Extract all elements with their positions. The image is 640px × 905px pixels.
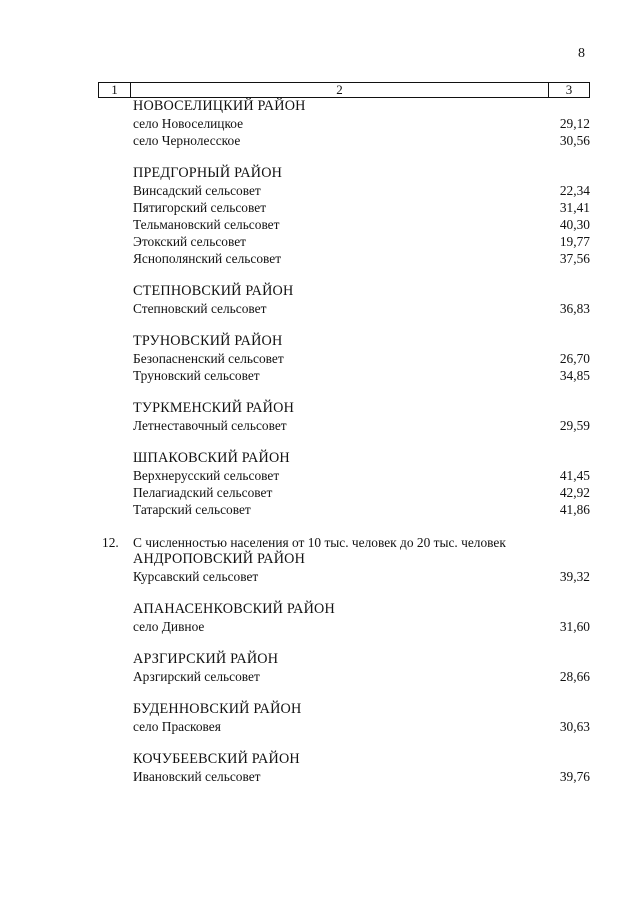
- district-block: [0, 601, 640, 635]
- district-title: АНДРОПОВСКИЙ РАЙОН: [133, 551, 306, 567]
- settlement-value: 42,92: [559, 485, 590, 500]
- district-block: [0, 400, 640, 434]
- settlement-name: Курсавский сельсовет: [133, 569, 259, 584]
- table-header-col2: 2: [131, 83, 549, 97]
- table-row: [0, 250, 640, 267]
- settlement-value: 36,83: [559, 301, 590, 316]
- district-title: СТЕПНОВСКИЙ РАЙОН: [133, 283, 294, 299]
- settlement-name: Труновский сельсовет: [133, 368, 260, 383]
- page-number: 8: [578, 46, 585, 61]
- district-title: ТУРКМЕНСКИЙ РАЙОН: [133, 400, 295, 416]
- district-block: [0, 450, 640, 518]
- district-title: ТРУНОВСКИЙ РАЙОН: [133, 333, 283, 349]
- settlement-value: 34,85: [559, 368, 590, 383]
- settlement-value: 31,60: [559, 619, 590, 634]
- district-block: [0, 651, 640, 685]
- settlement-name: Татарский сельсовет: [133, 502, 251, 517]
- settlement-value: 37,56: [559, 251, 590, 266]
- table-row: [0, 768, 640, 785]
- settlement-value: 31,41: [559, 200, 590, 215]
- district-title: ШПАКОВСКИЙ РАЙОН: [133, 450, 290, 466]
- district-block: [0, 701, 640, 735]
- section-number: 12.: [102, 535, 119, 550]
- settlement-value: 28,66: [559, 669, 590, 684]
- settlement-name: Ивановский сельсовет: [133, 769, 261, 784]
- settlement-name: село Дивное: [133, 619, 205, 634]
- table-row: [0, 216, 640, 233]
- settlement-name: Яснополянский сельсовет: [133, 251, 282, 266]
- settlement-name: село Прасковея: [133, 719, 221, 734]
- table-row: [0, 233, 640, 250]
- settlement-name: Этокский сельсовет: [133, 234, 247, 249]
- district-title: АПАНАСЕНКОВСКИЙ РАЙОН: [133, 601, 335, 617]
- table-row: [0, 132, 640, 149]
- table-row: [0, 350, 640, 367]
- settlement-name: Арзгирский сельсовет: [133, 669, 260, 684]
- settlement-value: 30,63: [559, 719, 590, 734]
- settlement-value: 41,45: [559, 468, 590, 483]
- table-row: [0, 199, 640, 216]
- settlement-value: 40,30: [559, 217, 590, 232]
- settlement-value: 29,12: [559, 116, 590, 131]
- districts-group-b: [0, 551, 640, 785]
- district-title: КОЧУБЕЕВСКИЙ РАЙОН: [133, 751, 300, 767]
- table-row: [0, 618, 640, 635]
- table-row: [0, 300, 640, 317]
- settlement-name: село Чернолесское: [133, 133, 241, 148]
- section-text: С численностью населения от 10 тыс. человек до 20 тыс. человек: [133, 535, 506, 550]
- settlement-name: Летнеставочный сельсовет: [133, 418, 287, 433]
- district-block: [0, 551, 640, 585]
- table-row: [0, 501, 640, 518]
- table-row: [0, 367, 640, 384]
- settlement-value: 39,76: [559, 769, 590, 784]
- district-block: [0, 98, 640, 149]
- settlement-value: 41,86: [559, 502, 590, 517]
- settlement-value: 39,32: [559, 569, 590, 584]
- settlement-value: 22,34: [559, 183, 590, 198]
- table-row: [0, 668, 640, 685]
- district-block: [0, 165, 640, 267]
- table-row: [0, 417, 640, 434]
- districts-group-a: [0, 98, 640, 518]
- section-header: [0, 534, 640, 551]
- district-title: АРЗГИРСКИЙ РАЙОН: [133, 651, 279, 667]
- district-title: НОВОСЕЛИЦКИЙ РАЙОН: [133, 98, 306, 114]
- document-content: [0, 98, 640, 801]
- table-row: [0, 568, 640, 585]
- settlement-name: Безопасненский сельсовет: [133, 351, 284, 366]
- settlement-name: село Новоселицкое: [133, 116, 244, 131]
- district-title: ПРЕДГОРНЫЙ РАЙОН: [133, 165, 283, 181]
- district-block: [0, 283, 640, 317]
- settlement-name: Винсадский сельсовет: [133, 183, 261, 198]
- settlement-value: 26,70: [559, 351, 590, 366]
- table-header: [98, 82, 590, 98]
- table-header-col3: 3: [565, 82, 573, 97]
- district-block: [0, 751, 640, 785]
- settlement-name: Тельмановский сельсовет: [133, 217, 280, 232]
- settlement-name: Пелагиадский сельсовет: [133, 485, 273, 500]
- table-row: [0, 484, 640, 501]
- settlement-value: 30,56: [559, 133, 590, 148]
- settlement-name: Верхнерусский сельсовет: [133, 468, 280, 483]
- settlement-value: 29,59: [559, 418, 590, 433]
- district-title: БУДЕННОВСКИЙ РАЙОН: [133, 701, 302, 717]
- table-row: [0, 115, 640, 132]
- table-row: [0, 467, 640, 484]
- settlement-name: Степновский сельсовет: [133, 301, 267, 316]
- table-row: [0, 182, 640, 199]
- settlement-value: 19,77: [559, 234, 590, 249]
- settlement-name: Пятигорский сельсовет: [133, 200, 267, 215]
- table-row: [0, 718, 640, 735]
- table-header-col1: 1: [99, 83, 131, 97]
- district-block: [0, 333, 640, 384]
